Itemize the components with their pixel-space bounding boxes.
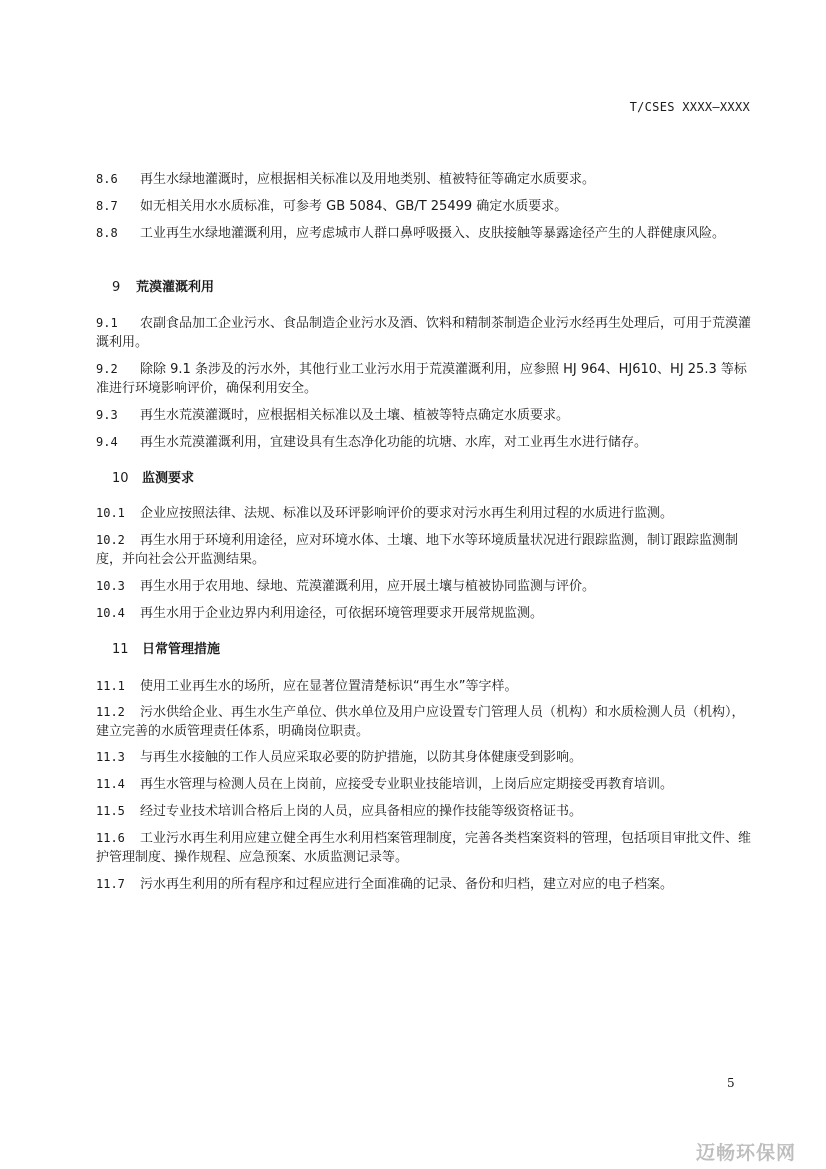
clause-text: 工业再生水绿地灌溉利用，应考虑城市人群口鼻呼吸摄入、皮肤接触等暴露途径产生的人群健康风险。 [140, 226, 726, 241]
clause-number: 8.6 [96, 172, 118, 186]
clause-number: 8.8 [96, 226, 118, 240]
clause-9-3 [96, 406, 756, 425]
clause-text: 再生水管理与检测人员在上岗前，应接受专业职业技能培训，上岗后应定期接受再教育培训。 [140, 777, 674, 792]
document-code: T/CSES XXXX—XXXX [629, 100, 750, 114]
clause-text: 除除 9.1 条涉及的污水外，其他行业工业污水用于荒漠灌溉利用，应参照 HJ 964、HJ610、HJ 25.3 等标准进行环境影响评价，确保利用安全。 [96, 362, 747, 396]
clause-8-8 [96, 224, 756, 243]
section-heading-11 [112, 640, 220, 659]
clause-10-4 [96, 604, 756, 623]
site-watermark: 迈畅环保网 [696, 1142, 797, 1164]
clause-11-7 [96, 875, 756, 894]
clause-11-3 [96, 748, 756, 767]
clause-text: 与再生水接触的工作人员应采取必要的防护措施，以防其身体健康受到影响。 [140, 750, 583, 765]
clause-number: 11.4 [96, 777, 125, 791]
clause-number: 9.4 [96, 435, 118, 449]
clause-10-3 [96, 577, 756, 596]
clause-11-2 [96, 703, 756, 741]
clause-number: 10.3 [96, 579, 125, 593]
clause-text: 再生水荒漠灌溉时，应根据相关标准以及土壤、植被等特点确定水质要求。 [140, 408, 570, 423]
section-number: 11 [112, 642, 129, 657]
section-number: 9 [112, 280, 121, 295]
clause-11-4 [96, 775, 756, 794]
clause-number: 11.1 [96, 679, 125, 693]
clause-11-5 [96, 802, 756, 821]
clause-text: 再生水用于环境利用途径，应对环境水体、土壤、地下水等环境质量状况进行跟踪监测，制订跟踪监测制度，并向社会公开监测结果。 [96, 533, 739, 567]
section-title: 监测要求 [142, 471, 195, 486]
clause-text: 如无相关用水水质标准，可参考 GB 5084、GB/T 25499 确定水质要求。 [140, 199, 568, 214]
page-number: 5 [727, 1076, 735, 1090]
clause-number: 9.3 [96, 408, 118, 422]
clause-text: 使用工业再生水的场所，应在显著位置清楚标识“再生水”等字样。 [140, 679, 518, 694]
clause-number: 9.1 [96, 316, 118, 330]
clause-number: 10.2 [96, 533, 125, 547]
clause-9-2 [96, 360, 756, 398]
clause-number: 11.2 [96, 705, 125, 719]
clause-number: 9.2 [96, 362, 118, 376]
section-title: 荒漠灌溉利用 [136, 280, 215, 295]
clause-10-1 [96, 504, 756, 523]
clause-text: 农副食品加工企业污水、食品制造企业污水及酒、饮料和精制茶制造企业污水经再生处理后，可用于荒漠灌溉利用。 [96, 316, 752, 350]
clause-text: 再生水绿地灌溉时，应根据相关标准以及用地类别、植被特征等确定水质要求。 [140, 172, 596, 187]
clause-8-6 [96, 170, 756, 189]
clause-11-1 [96, 677, 756, 696]
clause-text: 污水再生利用的所有程序和过程应进行全面准确的记录、备份和归档，建立对应的电子档案。 [140, 877, 674, 892]
section-heading-10 [112, 469, 194, 488]
clause-number: 11.7 [96, 877, 125, 891]
section-title: 日常管理措施 [142, 642, 221, 657]
clause-text: 再生水用于企业边界内利用途径，可依据环境管理要求开展常规监测。 [140, 606, 544, 621]
section-heading-9 [112, 278, 214, 297]
clause-number: 11.6 [96, 831, 125, 845]
clause-text: 企业应按照法律、法规、标准以及环评影响评价的要求对污水再生利用过程的水质进行监测。 [140, 506, 674, 521]
clause-number: 10.1 [96, 506, 125, 520]
clause-text: 再生水用于农用地、绿地、荒漠灌溉利用，应开展土壤与植被协同监测与评价。 [140, 579, 596, 594]
clause-number: 8.7 [96, 199, 118, 213]
section-number: 10 [112, 471, 129, 486]
clause-11-6 [96, 829, 756, 867]
clause-number: 11.3 [96, 750, 125, 764]
clause-number: 10.4 [96, 606, 125, 620]
clause-number: 11.5 [96, 804, 125, 818]
clause-text: 经过专业技术培训合格后上岗的人员，应具备相应的操作技能等级资格证书。 [140, 804, 583, 819]
clause-text: 污水供给企业、再生水生产单位、供水单位及用户应设置专门管理人员（机构）和水质检测人员（机构），建立完善的水质管理责任体系，明确岗位职责。 [96, 705, 745, 739]
clause-8-7 [96, 197, 756, 216]
clause-text: 工业污水再生利用应建立健全再生水利用档案管理制度，完善各类档案资料的管理，包括项目审批文件、维护管理制度、操作规程、应急预案、水质监测记录等。 [96, 831, 752, 865]
clause-9-4 [96, 433, 756, 452]
clause-10-2 [96, 531, 756, 569]
clause-text: 再生水荒漠灌溉利用，宜建设具有生态净化功能的坑塘、水库，对工业再生水进行储存。 [140, 435, 648, 450]
clause-9-1 [96, 314, 756, 352]
